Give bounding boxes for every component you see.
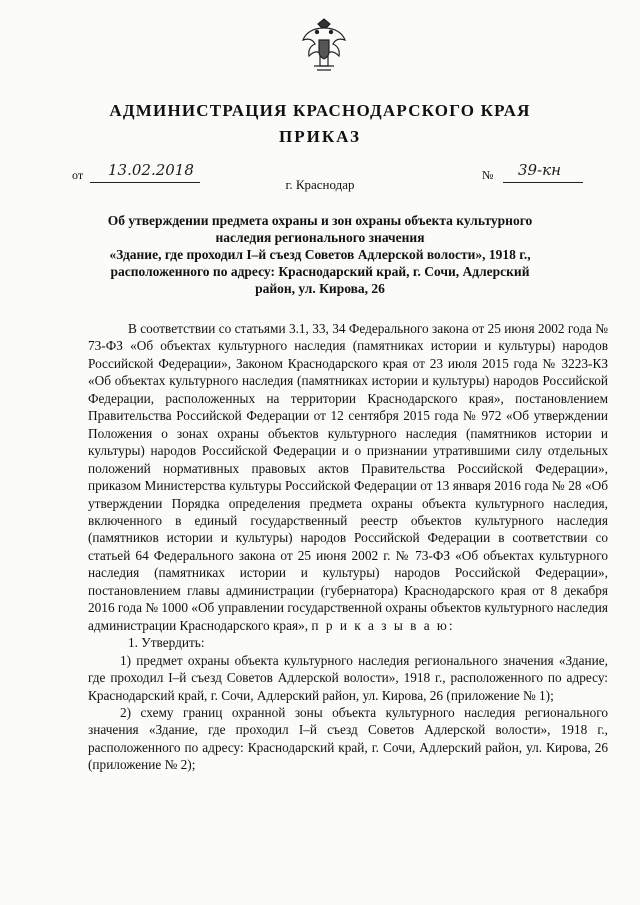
coat-of-arms-emblem — [300, 18, 348, 74]
document-body — [88, 320, 608, 774]
city-line: г. Краснодар — [285, 177, 355, 192]
title-line: «Здание, где проходил I–й съезд Советов Адлерской волости», 1918 г., — [109, 247, 531, 262]
number-handwritten: 39-кн — [518, 161, 561, 179]
item-1: 1) предмет охраны объекта культурного наследия регионального значения «Здание, где проходил I–й съезд Советов Адлерской волости», 1918 г., расположенного по адресу: Краснодарский край, г. Сочи, Адлерский район, ул. Кирова, 26 (приложение № 1); — [88, 652, 608, 703]
item-2: 2) схему границ охранной зоны объекта культурного наследия регионального значения «Здание, где проходил I–й съезд Советов Адлерской волости», 1918 г., расположенного по адресу: Краснодарский край, г. Сочи, Адлерский район, ул. Кирова, 26 (приложение № 2); — [88, 704, 608, 773]
date-handwritten: 13.02.2018 — [108, 161, 194, 179]
title-line: расположенного по адресу: Краснодарский край, г. Сочи, Адлерский — [110, 264, 530, 279]
title-line: район, ул. Кирова, 26 — [255, 281, 385, 296]
organization-title: АДМИНИСТРАЦИЯ КРАСНОДАРСКОГО КРАЯ — [109, 101, 531, 120]
intro-text: В соответствии со статьями 3.1, 33, 34 Федерального закона от 25 июня 2002 года № 73-ФЗ «Об объектах культурного наследия (памятниках истории и культуры) народов Российской Федерации», Законом Краснодарского края от 23 июля 2015 года № 3223-КЗ «Об объектах культурного наследия (памятниках истории и культуры) народов Российской Федерации, расположенных на территории Краснодарского края», постановлением Правительства Российской Федерации от 12 сентября 2015 года № 972 «Об утверждении Положения о зонах охраны объектов культурного наследия (памятников истории и культуры) народов Российской Федерации и о признании утратившими силу отдельных положений нормативных правовых актов Правительства Российской Федерации», приказом Министерства культуры Российской Федерации от 13 января 2016 года № 28 «Об утверждении Порядка определения предмета охраны объекта культурного наследия, включенного в единый государственный реестр объектов культурного наследия (памятников истории и культуры) народов Российской Федерации в соответствии со статьей 64 Федерального закона от 25 июня 2002 г. № 73-ФЗ «Об объектах культурного наследия (памятниках истории и культуры) народов Российской Федерации», постановлением главы администрации (губернатора) Краснодарского края от 8 декабря 2016 года № 1000 «Об управлении государственной охраны объектов культурного наследия администрации Краснодарского края», — [88, 321, 608, 633]
title-line: Об утверждении предмета охраны и зон охраны объекта культурного — [107, 213, 533, 228]
order-word: п р и к а з ы в а ю: — [311, 617, 455, 633]
document-type: ПРИКАЗ — [279, 127, 361, 146]
number-prefix: № — [482, 168, 494, 182]
intro-paragraph — [88, 320, 608, 634]
title-line: наследия регионального значения — [215, 230, 425, 245]
document-title — [90, 212, 550, 297]
point-1: 1. Утвердить: — [128, 635, 205, 651]
date-prefix: от — [72, 168, 84, 182]
